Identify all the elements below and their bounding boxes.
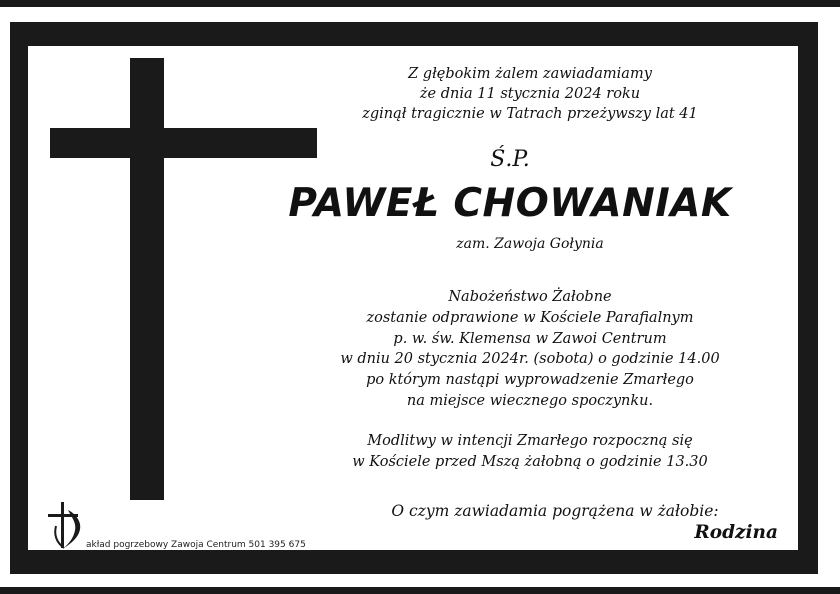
family-signature: Rodzina	[694, 522, 778, 543]
deceased-name: PAWEŁ CHOWANIAK	[288, 181, 732, 226]
residence: zam. Zawoja Gołynia	[456, 236, 604, 252]
service-line: zostanie odprawione w Kościele Parafialnym	[366, 309, 694, 326]
intro-line: zginął tragicznie w Tatrach przeżywszy lat 41	[362, 106, 698, 122]
prayer-line: Modlitwy w intencji Zmarłego rozpoczną się	[367, 433, 693, 449]
service-details	[290, 287, 770, 412]
prefix: Ś.P.	[490, 147, 530, 172]
top-border	[0, 0, 840, 7]
mourning-notice: O czym zawiadamia pogrążena w żałobie:	[391, 502, 719, 520]
funeral-home-info: akład pogrzebowy Zawoja Centrum 501 395 675	[86, 540, 306, 550]
service-line: na miejsce wiecznego spoczynku.	[406, 392, 654, 409]
service-line: po którym nastąpi wyprowadzenie Zmarłego	[366, 372, 694, 389]
service-line: w dniu 20 stycznia 2024r. (sobota) o godzinie 14.00	[340, 351, 720, 368]
cross-candle-icon	[42, 500, 86, 552]
prayer-details	[290, 431, 770, 473]
intro-line: że dnia 11 stycznia 2024 roku	[419, 86, 641, 102]
service-line: p. w. św. Klemensa w Zawoi Centrum	[393, 330, 667, 347]
intro-text	[290, 64, 770, 124]
cross-horizontal-bar	[50, 128, 317, 158]
intro-line: Z głębokim żalem zawiadamiamy	[408, 66, 652, 82]
bottom-border	[0, 587, 840, 594]
prayer-line: w Kościele przed Mszą żałobną o godzinie 13.30	[352, 453, 708, 470]
cross-vertical-bar	[130, 58, 164, 500]
service-line: Nabożeństwo Żałobne	[448, 289, 612, 305]
